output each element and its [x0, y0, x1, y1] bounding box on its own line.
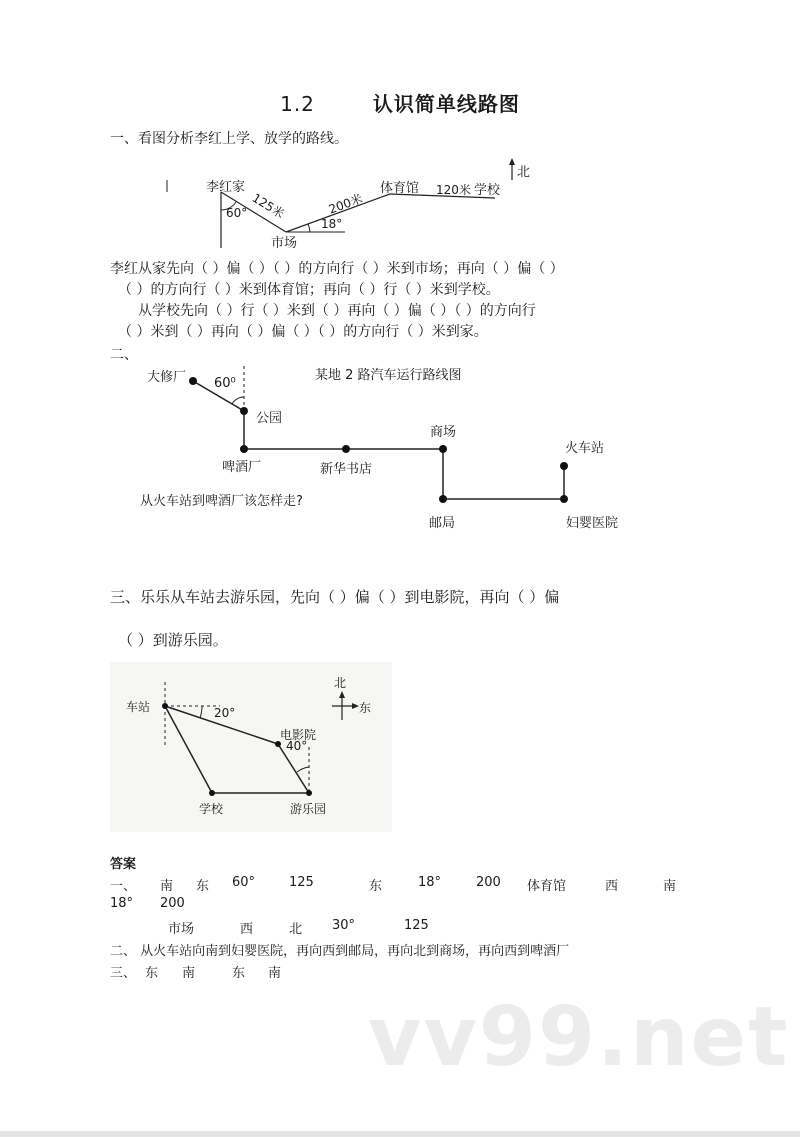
label-market: 市场 — [271, 236, 298, 251]
bus-angle-label: 60⁰ — [214, 376, 236, 391]
answer3-label: 三、 — [110, 966, 137, 981]
label-school3: 学校 — [199, 802, 224, 816]
watermark: vv99.net — [368, 990, 790, 1085]
label-dist1: 125米 — [249, 190, 287, 222]
answer1-item: 18° — [110, 896, 134, 911]
section3-route-figure — [110, 662, 392, 832]
answer1-item: 西 — [240, 922, 254, 937]
label-dist2: 200米 — [326, 191, 365, 217]
stop-train-station: 火车站 — [565, 441, 605, 456]
stop-bookstore: 新华书店 — [320, 462, 373, 477]
label-angle20: 20° — [214, 706, 236, 720]
answer1-item: 体育馆 — [527, 879, 567, 894]
section2-bus-route-figure — [0, 0, 800, 560]
answer1-item: 东 — [196, 879, 210, 894]
answer1-label: 一、 — [110, 879, 137, 894]
answer1-item: 125 — [404, 918, 429, 933]
section3-line-1: 三、乐乐从车站去游乐园，先向（ ）偏（ ）到电影院，再向（ ）偏 — [110, 588, 560, 606]
section1-line-1: 李红从家先向（ ）偏（ ）（ ）的方向行（ ）米到市场；再向（ ）偏（ ） — [110, 261, 564, 277]
answer1-item: 200 — [160, 896, 185, 911]
answer1-item: 125 — [289, 875, 314, 890]
answer1-item: 东 — [369, 879, 383, 894]
section1-line-3: 从学校先向（ ）行（ ）米到（ ）再向（ ）偏（ ）（ ）的方向行 — [138, 303, 536, 319]
stop-post-office: 邮局 — [429, 516, 456, 531]
page-bottom-edge — [0, 1131, 800, 1137]
stop-dxc: 大修厂 — [147, 370, 187, 385]
section1-line-2: （ ）的方向行（ ）米到体育馆；再向（ ）行（ ）米到学校。 — [118, 282, 500, 298]
answer3-item: 南 — [268, 966, 282, 981]
answers-heading: 答案 — [110, 857, 137, 872]
section1-heading: 一、看图分析李红上学、放学的路线。 — [110, 131, 348, 147]
stop-hospital: 妇婴医院 — [566, 516, 619, 531]
label-north3: 北 — [334, 676, 347, 690]
answer3-item: 东 — [232, 966, 246, 981]
answer1-item: 西 — [605, 879, 619, 894]
label-east3: 东 — [359, 701, 372, 715]
answer3-item: 东 — [145, 966, 159, 981]
bus-map-title: 某地 2 路汽车运行路线图 — [315, 368, 462, 383]
label-angle1: 60° — [226, 206, 248, 220]
label-cinema: 电影院 — [280, 728, 317, 742]
label-angle40: 40° — [286, 739, 308, 753]
answer1-item: 市场 — [168, 922, 195, 937]
label-home: 李红家 — [206, 180, 246, 195]
answer1-item: 200 — [476, 875, 501, 890]
stop-park: 公园 — [256, 411, 283, 426]
label-north: 北 — [517, 165, 531, 180]
label-dist3: 120米 — [436, 183, 471, 197]
answer1-item: 60° — [232, 875, 256, 890]
label-gym: 体育馆 — [380, 181, 420, 196]
title-number: 1.2 — [280, 92, 315, 116]
section3-line-2: （ ）到游乐园。 — [118, 631, 228, 649]
answer1-item: 30° — [332, 918, 356, 933]
stop-mall: 商场 — [430, 425, 457, 440]
stop-brewery: 啤酒厂 — [222, 460, 262, 475]
label-angle2: 18° — [321, 217, 343, 231]
label-school: 学校 — [474, 183, 501, 198]
answer2-text: 二、 从火车站向南到妇婴医院，再向西到邮局，再向北到商场，再向西到啤酒厂 — [110, 944, 570, 959]
section2-question: 从火车站到啤酒厂该怎样走? — [140, 494, 303, 509]
answer1-item: 18° — [418, 875, 442, 890]
label-station: 车站 — [126, 700, 151, 714]
section1-line-4: （ ）米到（ ）再向（ ）偏（ ）（ ）的方向行（ ）米到家。 — [118, 324, 488, 340]
section2-heading: 二、 — [110, 347, 138, 363]
label-park: 游乐园 — [290, 802, 327, 816]
answer3-item: 南 — [182, 966, 196, 981]
title-text: 认识简单线路图 — [372, 92, 520, 116]
answer1-item: 南 — [160, 879, 174, 894]
answer1-item: 北 — [289, 922, 303, 937]
answer1-item: 南 — [663, 879, 677, 894]
